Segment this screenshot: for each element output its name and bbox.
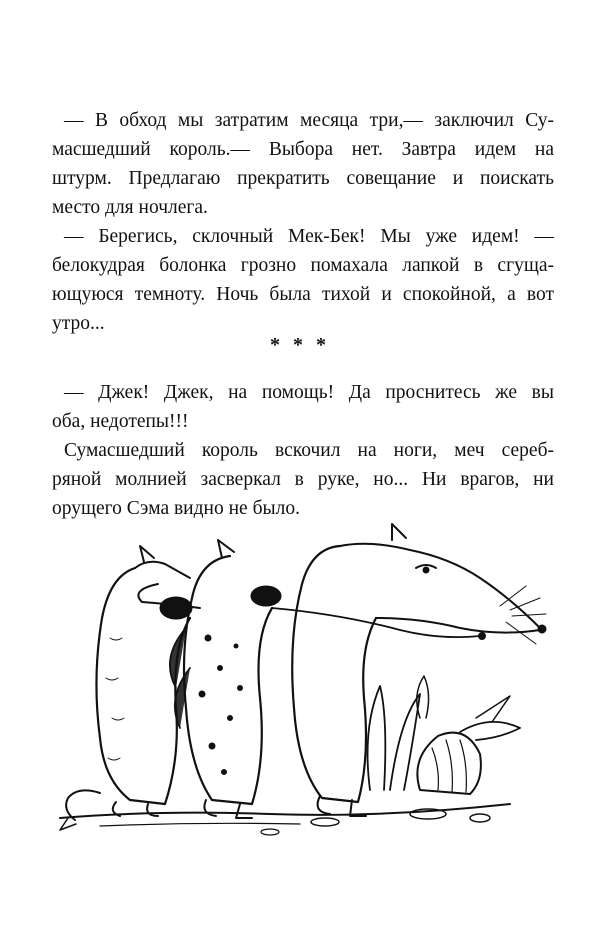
text-line: — Джек! Джек, на помощь! Да проснитесь же вы bbox=[64, 382, 554, 403]
paragraph bbox=[52, 378, 554, 436]
paragraph bbox=[52, 436, 554, 523]
text-line: — В обход мы затратим месяца три,— заключил Су- bbox=[64, 110, 554, 131]
text-line: ряной молнией засверкал в руке, но... Ни врагов, ни bbox=[52, 469, 554, 490]
text-line: место для ночлега. bbox=[52, 197, 208, 218]
text-line: масшедший король.— Выбора нет. Завтра идем на bbox=[52, 139, 554, 160]
text-line: белокудрая болонка грозно помахала лапкой в сгуща- bbox=[52, 255, 554, 276]
section-separator: * * * bbox=[270, 334, 330, 356]
text-line: орущего Сэма видно не было. bbox=[52, 498, 300, 519]
text-line: оба, недотепы!!! bbox=[52, 411, 189, 432]
paragraph bbox=[52, 222, 554, 338]
text-line: Сумасшедший король вскочил на ноги, меч сереб- bbox=[64, 440, 554, 461]
rats-ink-illustration bbox=[40, 518, 560, 848]
text-line: ющуюся темноту. Ночь была тихой и спокойной, а вот bbox=[52, 284, 554, 305]
text-block-after-break bbox=[52, 378, 554, 523]
paragraph bbox=[52, 106, 554, 222]
text-line: — Берегись, склочный Мек-Бек! Мы уже идем! — bbox=[64, 226, 554, 247]
text-line: штурм. Предлагаю прекратить совещание и поискать bbox=[52, 168, 554, 189]
text-block-before-break bbox=[52, 106, 554, 338]
text-line: утро... bbox=[52, 313, 105, 334]
